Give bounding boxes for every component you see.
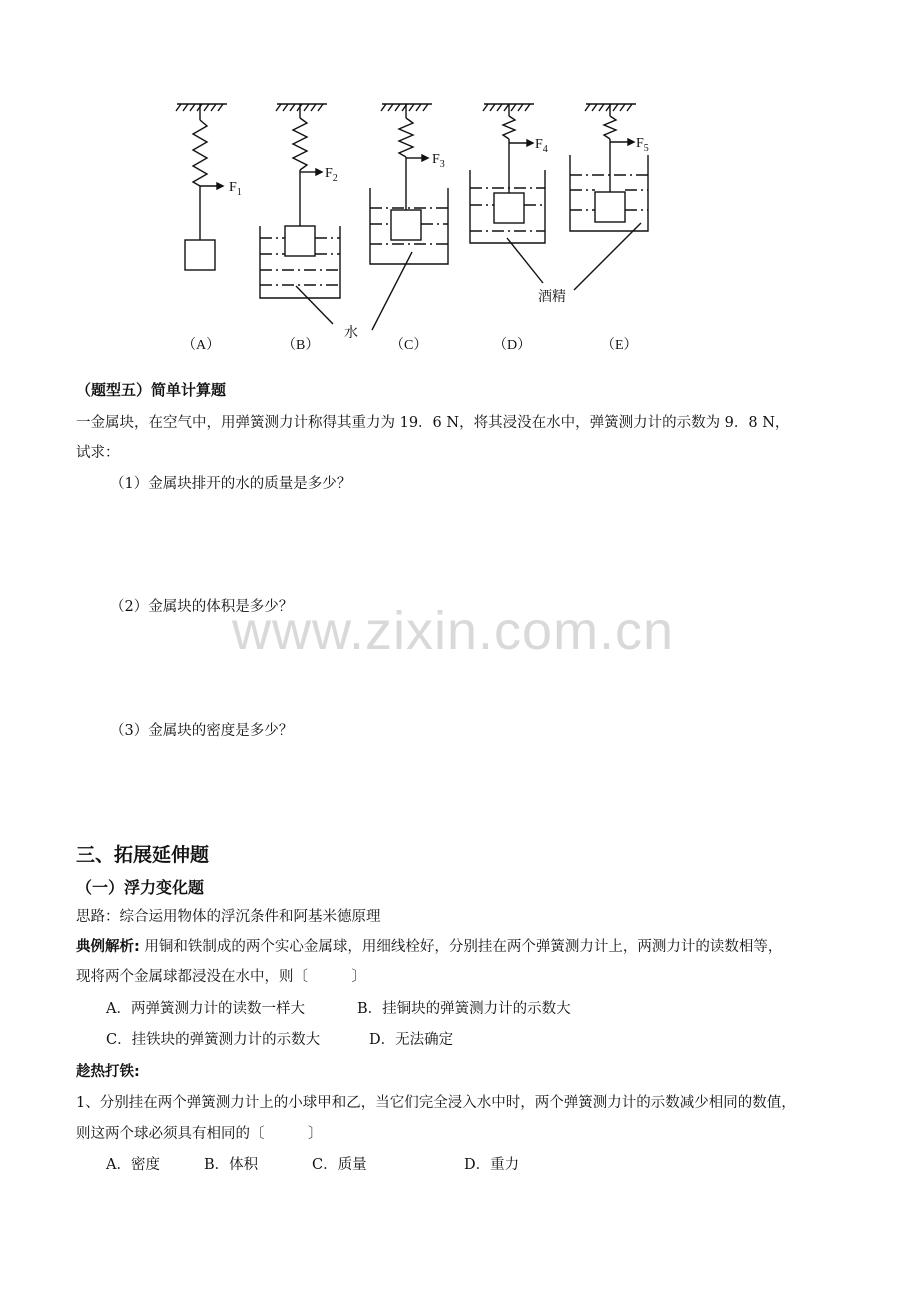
practice-label: 趁热打铁: <box>76 1064 140 1080</box>
panel-label-b: （B） <box>282 338 320 353</box>
type5-problem-line2: 试求： <box>76 445 120 461</box>
panel-d-figure <box>470 104 545 243</box>
panel-label-c: （C） <box>390 338 428 353</box>
practice-option-a: A．密度 <box>106 1157 160 1173</box>
force-label-f2: $F_2$ <box>325 166 338 184</box>
water-label: 水 <box>344 326 358 341</box>
option-a: A．两弹簧测力计的读数一样大 <box>106 1001 305 1017</box>
force-label-f1: $F_1$ <box>229 180 242 198</box>
type5-question-1: （1）金属块排开的水的质量是多少？ <box>110 476 352 492</box>
alcohol-leader-d <box>507 238 543 283</box>
type5-question-3: （3）金属块的密度是多少？ <box>110 723 294 739</box>
example-line1 <box>76 937 782 957</box>
example-label: 典例解析: <box>76 939 140 955</box>
section3-subheading: （一）浮力变化题 <box>76 878 205 897</box>
practice-option-c: C．质量 <box>312 1157 367 1173</box>
panel-label-a: （A） <box>182 338 221 353</box>
practice-option-b: B．体积 <box>204 1157 259 1173</box>
force-label-f5: $F_5$ <box>636 136 649 154</box>
spring-scale-diagram <box>0 0 920 360</box>
practice-line2: 则这两个球必须具有相同的〔 〕 <box>76 1126 323 1142</box>
panel-label-d: （D） <box>493 338 532 353</box>
watermark: www.zixin.com.cn <box>232 601 675 661</box>
alcohol-leader-e <box>574 223 641 290</box>
panel-e-figure <box>570 104 648 231</box>
option-d: D．无法确定 <box>369 1032 454 1048</box>
type5-problem-line1: 一金属块，在空气中，用弹簧测力计称得其重力为 19．6 N，将其浸没在水中，弹簧测力计的示数为 9．8 N， <box>76 415 790 431</box>
panel-c-figure <box>370 104 448 264</box>
example-text: 用铜和铁制成的两个实心金属球，用细线栓好，分别挂在两个弹簧测力计上，两测力计的读数相等， <box>139 939 783 955</box>
force-label-f4: $F_4$ <box>535 137 548 155</box>
option-b: B．挂铜块的弹簧测力计的示数大 <box>357 1001 571 1017</box>
panel-b-figure <box>260 104 340 298</box>
water-leader-b <box>296 286 333 324</box>
type5-question-2: （2）金属块的体积是多少？ <box>110 599 294 615</box>
panel-label-e: （E） <box>601 338 638 353</box>
alcohol-label: 酒精 <box>538 290 566 305</box>
panel-a-figure <box>176 104 227 270</box>
practice-option-d: D．重力 <box>464 1157 520 1173</box>
option-c: C．挂铁块的弹簧测力计的示数大 <box>106 1032 321 1048</box>
practice-line1: 1、分别挂在两个弹簧测力计上的小球甲和乙，当它们完全浸入水中时，两个弹簧测力计的示数减少相同的数值， <box>76 1095 796 1111</box>
section3-idea: 思路：综合运用物体的浮沉条件和阿基米德原理 <box>76 909 381 925</box>
force-label-f3: $F_3$ <box>432 152 445 170</box>
type5-heading: （题型五）简单计算题 <box>76 381 227 399</box>
example-line2: 现将两个金属球都浸没在水中，则〔 〕 <box>76 969 366 985</box>
section3-heading: 三、拓展延伸题 <box>76 844 210 866</box>
